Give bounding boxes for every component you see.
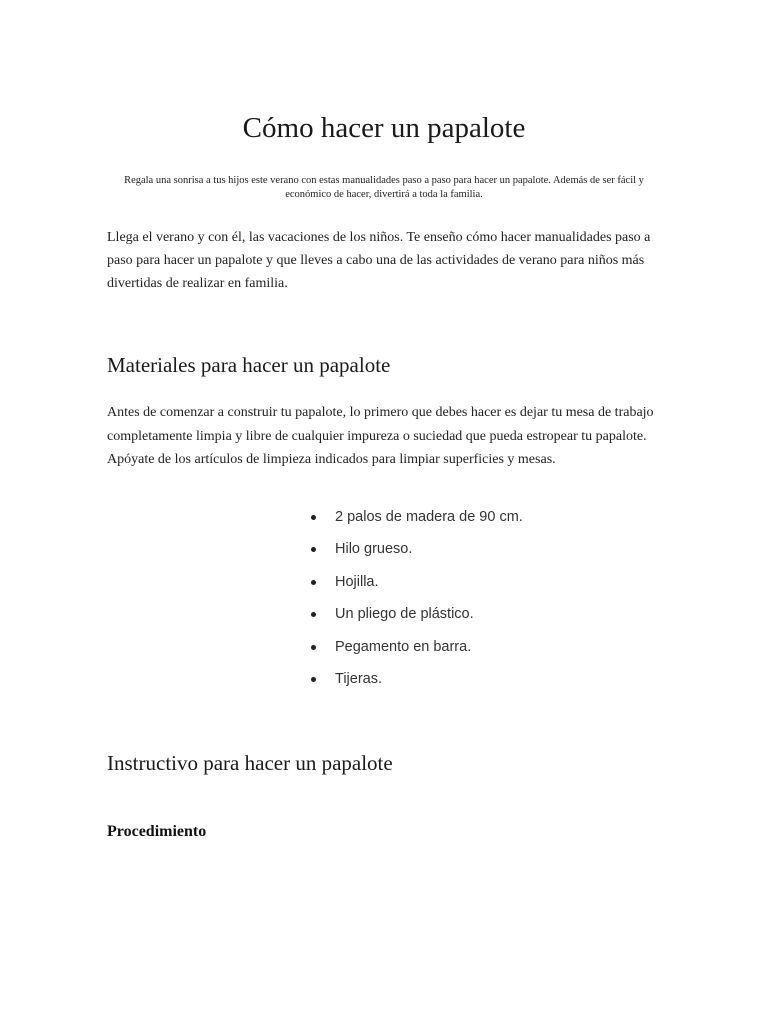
- bullet-icon: [311, 645, 316, 650]
- page-subtitle: Regala una sonrisa a tus hijos este verano con estas manualidades paso a paso para hacer un papalote. Además de ser fácil y económico de hacer, divertirá a toda la familia.: [124, 175, 644, 200]
- bullet-icon: [311, 580, 316, 585]
- list-item: [308, 571, 523, 603]
- bullet-icon: [311, 677, 316, 682]
- list-item: [308, 636, 523, 668]
- list-item-text: Hojilla.: [335, 573, 379, 590]
- list-item-text: Hilo grueso.: [335, 541, 413, 558]
- bullet-icon: [311, 547, 316, 552]
- intro-paragraph: Llega el verano y con él, las vacaciones de los niños. Te enseño cómo hacer manualidades paso a paso para hacer un papalote y que lleves a cabo una de las actividades de verano para niños más divertidas de realizar en familia.: [107, 230, 651, 291]
- bullet-icon: [311, 612, 316, 617]
- list-item: [308, 506, 523, 538]
- materials-heading: Materiales para hacer un papalote: [107, 353, 391, 377]
- list-item-text: Pegamento en barra.: [335, 638, 472, 655]
- materials-paragraph: Antes de comenzar a construir tu papalote, lo primero que debes hacer es dejar tu mesa de trabajo completamente limpia y libre de cualquier impureza o suciedad que pueda estropear tu papalote. Apóyate de los artículos de limpieza indicados para limpiar superficies y mesas.: [107, 405, 654, 467]
- materials-list: [308, 506, 523, 700]
- list-item: [308, 668, 523, 700]
- procedure-heading: Procedimiento: [107, 823, 207, 840]
- list-item-text: Tijeras.: [335, 670, 382, 687]
- instructions-heading: Instructivo para hacer un papalote: [107, 751, 393, 775]
- bullet-icon: [311, 515, 316, 520]
- page-title: Cómo hacer un papalote: [242, 112, 526, 144]
- list-item-text: 2 palos de madera de 90 cm.: [335, 509, 523, 525]
- list-item: [308, 538, 523, 570]
- list-item: [308, 603, 523, 635]
- list-item-text: Un pliego de plástico.: [335, 606, 474, 623]
